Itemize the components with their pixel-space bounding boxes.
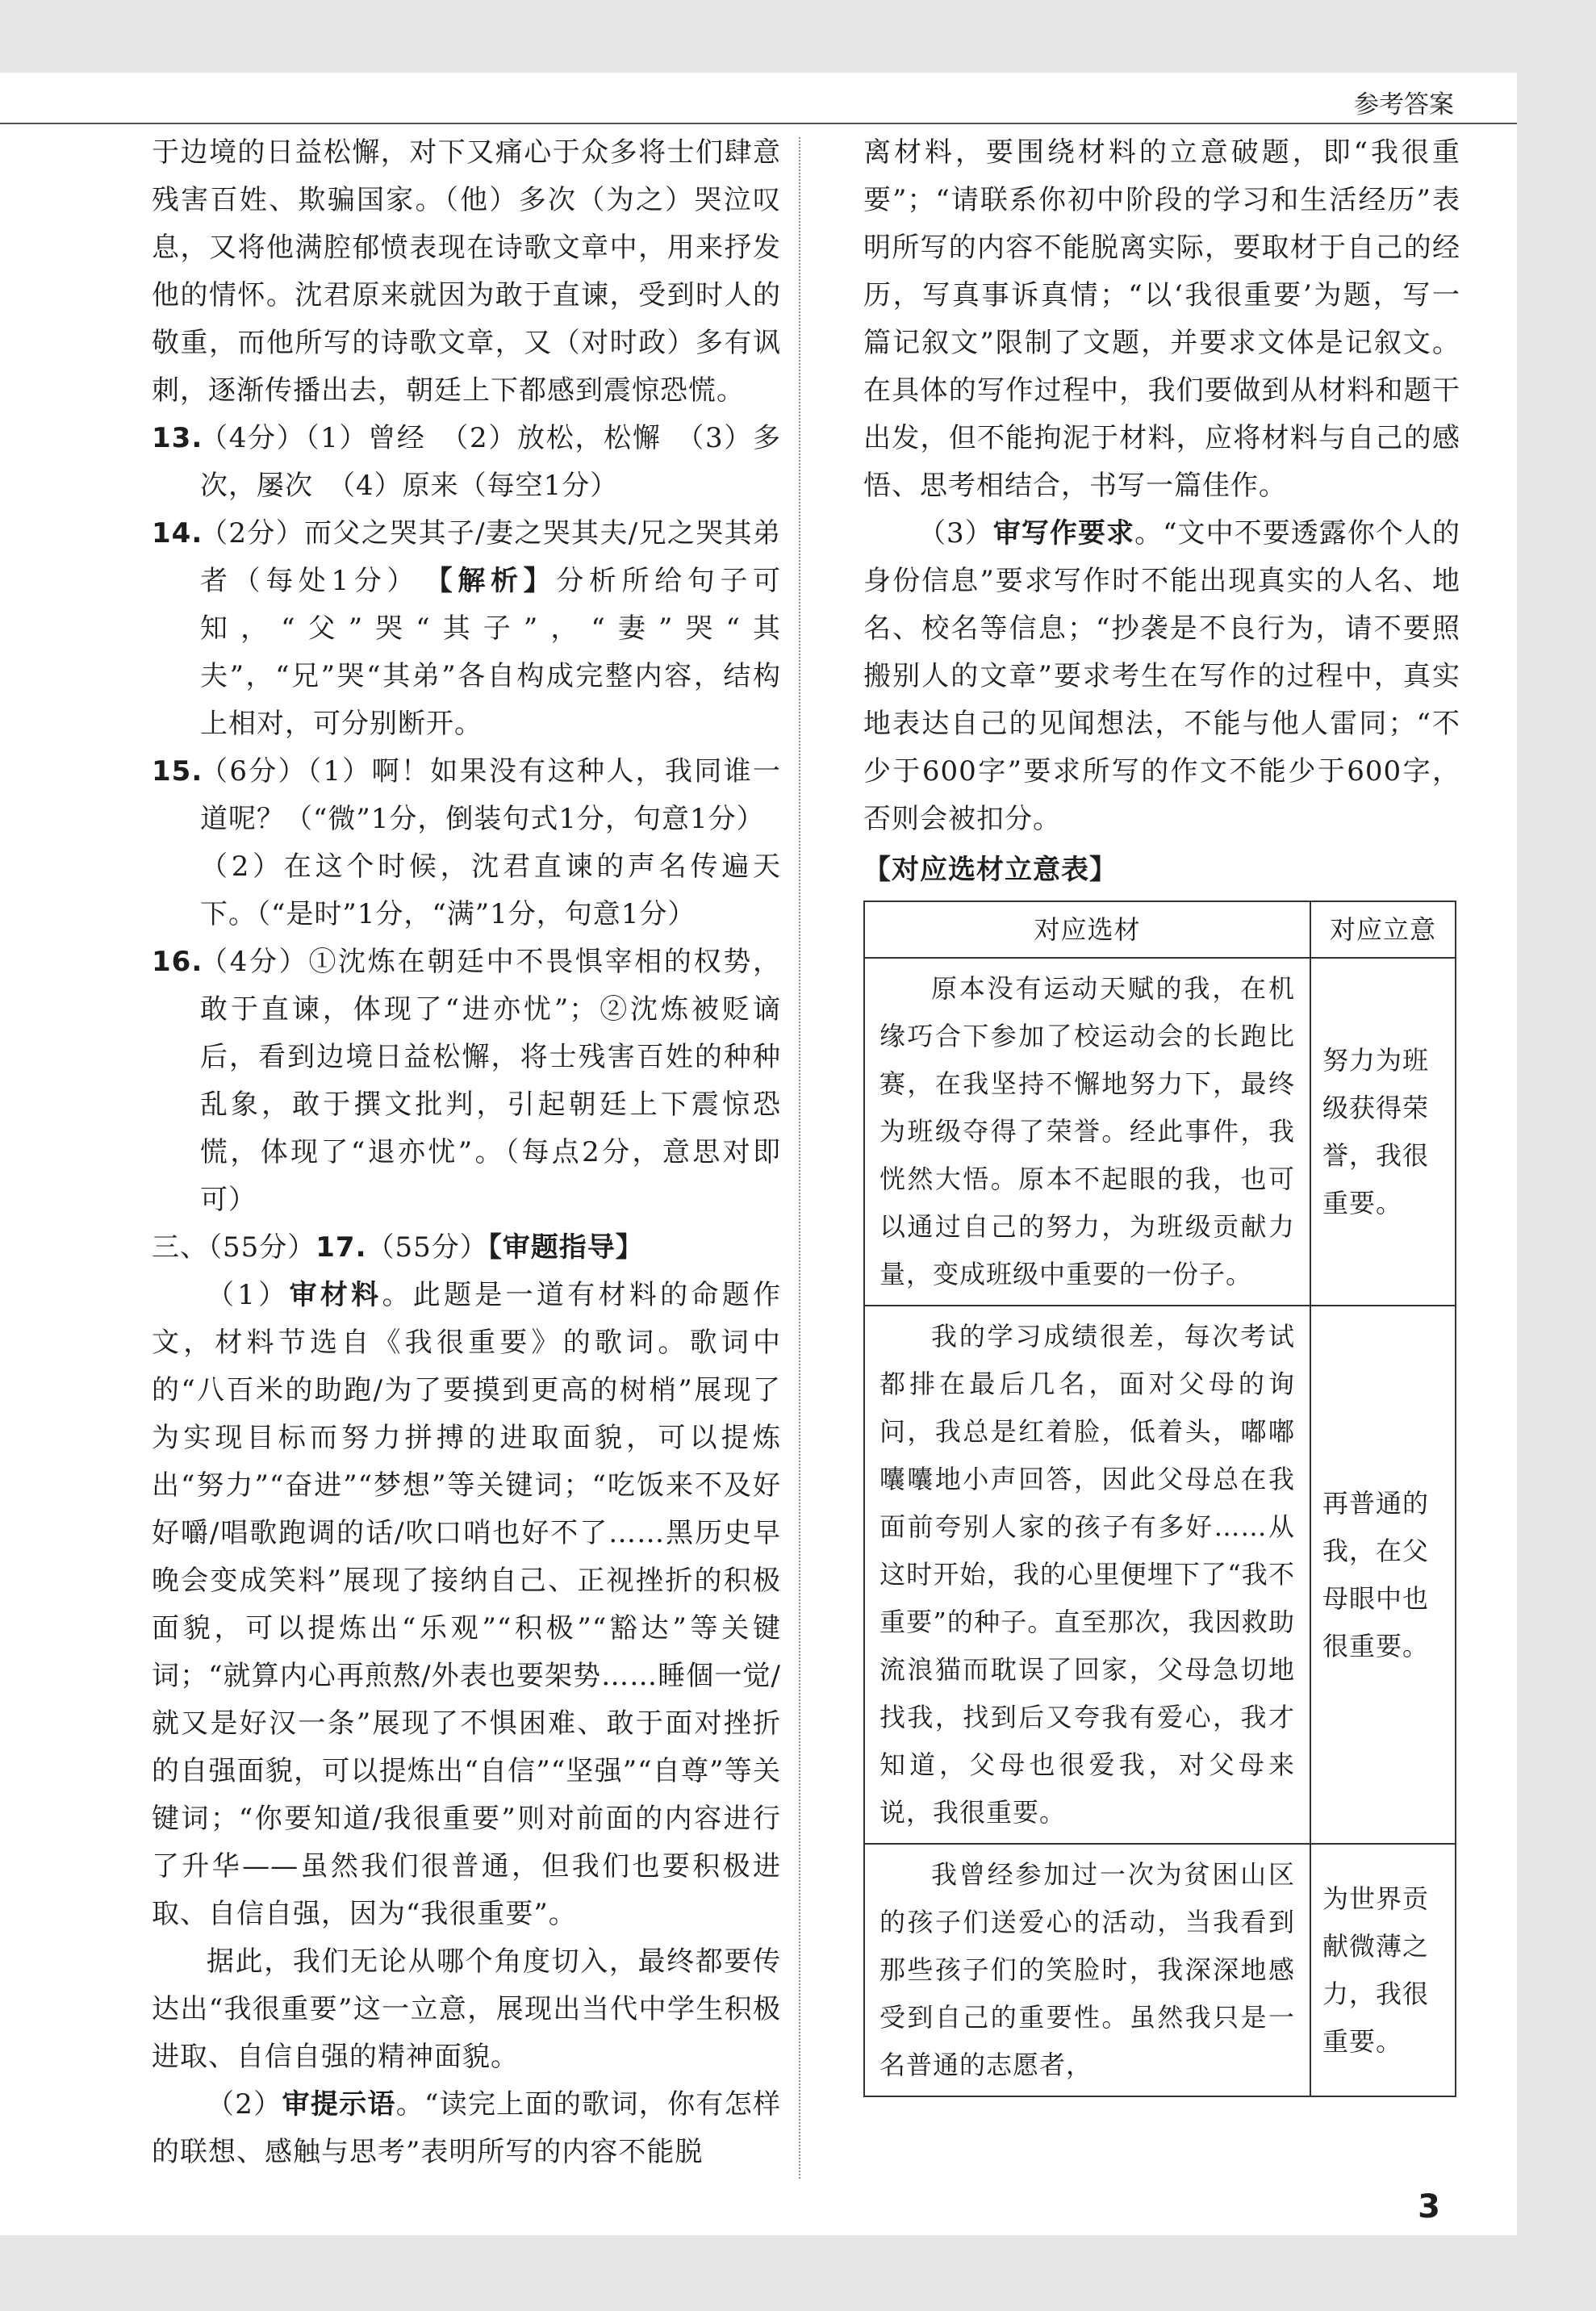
question-number: 14. xyxy=(152,517,203,550)
subsection-label: 审材料 xyxy=(289,1279,382,1311)
paragraph-text: 。“文中不要透露你个人的身份信息”要求写作时不能出现真实的人名、地名、校名等信息；“抄袭是不良行为，请不要照搬别人的文章”要求考生在写作的过程中，真实地表达自己的见闻想法，不能与他人雷同；“不少于600字”要求所写的作文不能少于600字，否则会被扣分。 xyxy=(863,517,1461,835)
paragraph-text: 。此题是一道有材料的命题作文，材料节选自《我很重要》的歌词。歌词中的“八百米的助跑/为了要摸到更高的树梢”展现了为实现目标而努力拼搏的进取面貌，可以提炼出“努力”“奋进”“梦想”等关键词；“吃饭来不及好好嚼/唱歌跑调的话/吹口哨也好不了……黑历史早晚会变成笑料”展现了接纳自己、正视挫折的积极面貌，可以提炼出“乐观”“积极”“豁达”等关键词；“就算内心再煎熬/外表也要架势……睡個一觉/就又是好汉一条”展现了不惧困难、敢于面对挫折的自强面貌，可以提炼出“自信”“坚强”“自尊”等关键词；“你要知道/我很重要”则对前面的内容进行了升华——虽然我们很普通，但我们也要积极进取、自信自强，因为“我很重要”。 xyxy=(152,1279,782,1930)
theme-cell: 为世界贡献微薄之力，我很重要。 xyxy=(1310,1844,1456,2096)
question-number: 16. xyxy=(152,946,203,978)
section-three-heading xyxy=(152,1224,781,1272)
conclusion-paragraph: 据此，我们无论从哪个角度切入，最终都要传达出“我很重要”这一立意，展现出当代中学生积极进取、自信自强的精神面貌。 xyxy=(152,1945,781,2073)
question-number: 13. xyxy=(152,422,203,454)
translation-line: 重，而他所写的诗歌文章，又（对时政）多有讽刺， xyxy=(152,327,782,407)
theme-cell: 努力为班级获得荣誉，我很重要。 xyxy=(1310,958,1456,1306)
continued-paragraph: 离材料，要围绕材料的立意破题，即“我很重要”；“请联系你初中阶段的学习和生活经历”表明所写的内容不能脱离实际，要取材于自己的经历，写真事诉真情；“以‘我很重要’为题，写一篇记叙文”限制了文题，并要求文体是记叙文。在具体的写作过程中，我们要做到从材料和题干出发，但不能拘泥于材料，应将材料与自己的感悟、思考相结合，书写一篇佳作。 xyxy=(863,136,1460,502)
question-number: 15. xyxy=(152,755,203,788)
left-column xyxy=(152,129,781,2176)
paragraph-text: 。“读完上面的歌词，你有怎样的联想、感触与思考”表明所写的内容不能脱 xyxy=(152,2088,781,2168)
subsection-number: （2） xyxy=(207,2088,282,2121)
question-16 xyxy=(152,938,781,1224)
theme-cell: 再普通的我，在父母眼中也很重要。 xyxy=(1310,1306,1456,1844)
guidance-tag: 【审题指导】 xyxy=(487,1231,644,1264)
material-cell: 原本没有运动天赋的我，在机缘巧合下参加了校运动会的长跑比赛，在我坚持不懈地努力下，最终为班级夺得了荣誉。经此事件，我恍然大悟。原本不起眼的我，也可以通过自己的努力，为班级贡献力量，变成班级中重要的一份子。 xyxy=(864,958,1310,1306)
question-13 xyxy=(152,415,781,510)
translation-line: 情怀。沈君原来就因为敢于直谏，受到时人的敬 xyxy=(152,279,781,359)
header-theme: 对应立意 xyxy=(1310,901,1456,958)
question-number: 17. xyxy=(315,1231,367,1264)
translation-line: 逐渐传播出去，朝廷上下都感到震惊恐慌。 xyxy=(208,374,745,407)
material-theme-table xyxy=(863,901,1456,2097)
subsection-number: （3） xyxy=(918,517,993,550)
translation-paragraph xyxy=(152,129,781,415)
prompt-analysis-paragraph xyxy=(152,2081,781,2176)
page-number: 3 xyxy=(1418,2188,1440,2225)
table-title: 【对应选材立意表】 xyxy=(863,854,1118,886)
column-divider xyxy=(799,137,800,2179)
table-header-row xyxy=(864,901,1456,958)
table-row xyxy=(864,958,1456,1306)
analysis-text: 分析所给句子可知，“父”哭“其子”，“妻”哭“其夫”，“兄”哭“其弟”各自构成完整内容，结构上相对，可分别断开。 xyxy=(200,565,782,740)
header-material: 对应选材 xyxy=(864,901,1310,958)
requirements-paragraph xyxy=(863,510,1460,843)
section-prefix: 三、（55分） xyxy=(152,1231,316,1264)
translation-line: 残害百姓、欺骗国家。（他）多次（为之）哭泣叹息， xyxy=(152,184,781,264)
material-analysis-paragraph xyxy=(152,1272,781,1938)
subsection-label: 审提示语 xyxy=(282,2088,396,2121)
right-column xyxy=(863,129,1460,2097)
analysis-tag: 【解析】 xyxy=(438,565,557,597)
header-divider xyxy=(0,123,1517,124)
answer-text: （2分）而父之哭其子/妻之哭其夫/兄之哭其弟者（每处1分） xyxy=(200,517,781,597)
question-15 xyxy=(152,748,781,938)
answer-part-1: （6分）（1）啊！如果没有这种人，我同谁一道呢？（“微”1分，倒装句式1分，句意1分） xyxy=(200,755,781,835)
table-row xyxy=(864,1844,1456,2096)
header-label: 参考答案 xyxy=(1354,90,1454,119)
answer-page xyxy=(0,73,1517,2235)
answer-part-2: （2）在这个时候，沈君直谏的声名传遍天下。（“是时”1分，“满”1分，句意1分） xyxy=(200,850,781,930)
translation-line: 于边境的日益松懈，对下又痛心于众多将士们肆意 xyxy=(152,136,781,169)
question-14 xyxy=(152,510,781,748)
material-cell: 我的学习成绩很差，每次考试都排在最后几名，面对父母的询问，我总是红着脸，低着头，嘟嘟囔囔地小声回答，因此父母总在我面前夸别人家的孩子有多好……从这时开始，我的心里便埋下了“我不重要”的种子。直至那次，我因救助流浪猫而耽误了回家，父母急切地找我，找到后又夸我有爱心，我才知道，父母也很爱我，对父母来说，我很重要。 xyxy=(864,1306,1310,1844)
translation-line: 又将他满腔郁愤表现在诗歌文章中，用来抒发他的 xyxy=(152,232,781,311)
subsection-label: 审写作要求 xyxy=(992,517,1135,550)
answer-text: （4分）（1）曾经 （2）放松，松懈 （3）多次，屡次 （4）原来（每空1分） xyxy=(200,422,781,502)
section-score: （55分） xyxy=(366,1231,488,1264)
material-cell: 我曾经参加过一次为贫困山区的孩子们送爱心的活动，当我看到那些孩子们的笑脸时，我深深地感受到自己的重要性。虽然我只是一名普通的志愿者， xyxy=(864,1844,1310,2096)
answer-text: （4分）①沈炼在朝廷中不畏惧宰相的权势，敢于直谏，体现了“进亦忧”；②沈炼被贬谪后，看到边境日益松懈，将士残害百姓的种种乱象，敢于撰文批判，引起朝廷上下震惊恐慌，体现了“退亦忧”。（每点2分，意思对即可） xyxy=(200,946,781,1216)
subsection-number: （1） xyxy=(207,1279,290,1311)
table-row xyxy=(864,1306,1456,1844)
